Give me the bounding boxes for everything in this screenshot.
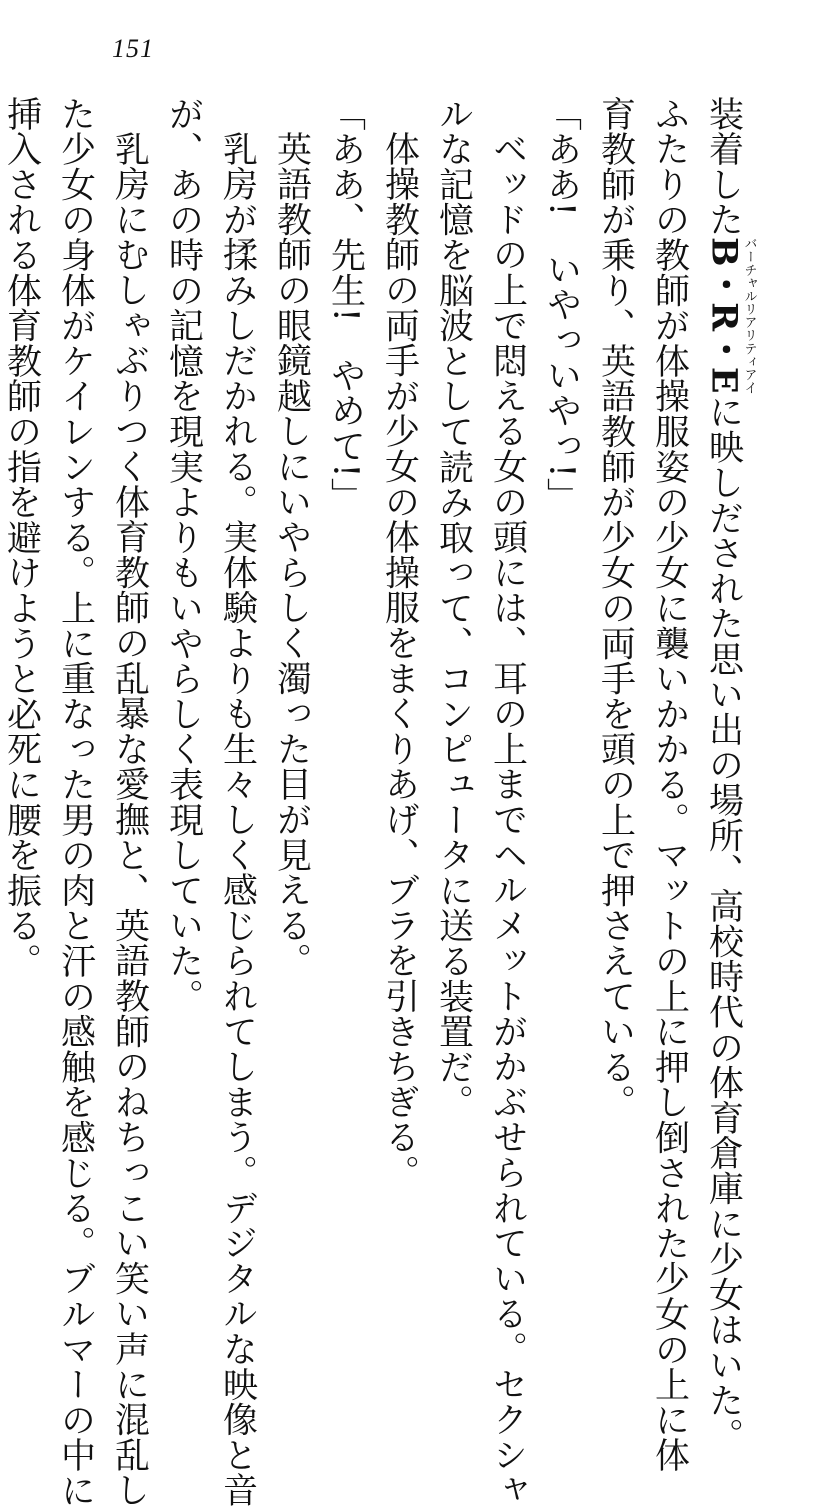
ruby-term: B・R・Eバーチャルリアリティアイ	[703, 237, 757, 395]
text-line: 挿入される体育教師の指を避けようと必死に腰を振る。	[1, 96, 42, 979]
text-line: ベッドの上で悶える女の頭には、耳の上までヘルメットがかぶせられている。セクシャ	[487, 131, 528, 1508]
text-line: 装着したB・R・Eバーチャルリアリティアイに映しだされた思い出の場所、高校時代の体育倉庫に少女はいた。	[703, 96, 757, 1454]
text-line: た少女の身体がケイレンする。上に重なった男の肉と汗の感触を感じる。ブルマーの中に	[55, 96, 96, 1508]
text-line: ふたりの教師が体操服姿の少女に襲いかかる。マットの上に押し倒された少女の上に体	[649, 96, 690, 1473]
page-number: 151	[112, 34, 154, 63]
text-line: 英語教師の眼鏡越しにいやらしく濁った目が見える。	[271, 131, 312, 979]
text-line: 乳房にむしゃぶりつく体育教師の乱暴な愛撫と、英語教師のねちっこい笑い声に混乱し	[109, 131, 150, 1508]
body-text	[1, 96, 757, 1508]
text-line: ルな記憶を脳波として読み取って、コンピュータに送る装置だ。	[433, 96, 474, 1120]
text-line: が、あの時の記憶を現実よりもいやらしく表現していた。	[163, 96, 204, 1014]
text-line: 育教師が乗り、英語教師が少女の両手を頭の上で押さえている。	[595, 96, 636, 1120]
text-line: 乳房が揉みしだかれる。実体験よりも生々しく感じられてしまう。デジタルな映像と音	[217, 131, 258, 1508]
ruby-reading: バーチャルリアリティアイ	[741, 237, 757, 395]
dialogue-line: 「ああ、先生! やめて!」	[325, 96, 366, 514]
dialogue-line: 「ああ! いやっいやっ!」	[541, 96, 582, 514]
text-line: 体操教師の両手が少女の体操服をまくりあげ、ブラを引きちぎる。	[379, 131, 420, 1190]
